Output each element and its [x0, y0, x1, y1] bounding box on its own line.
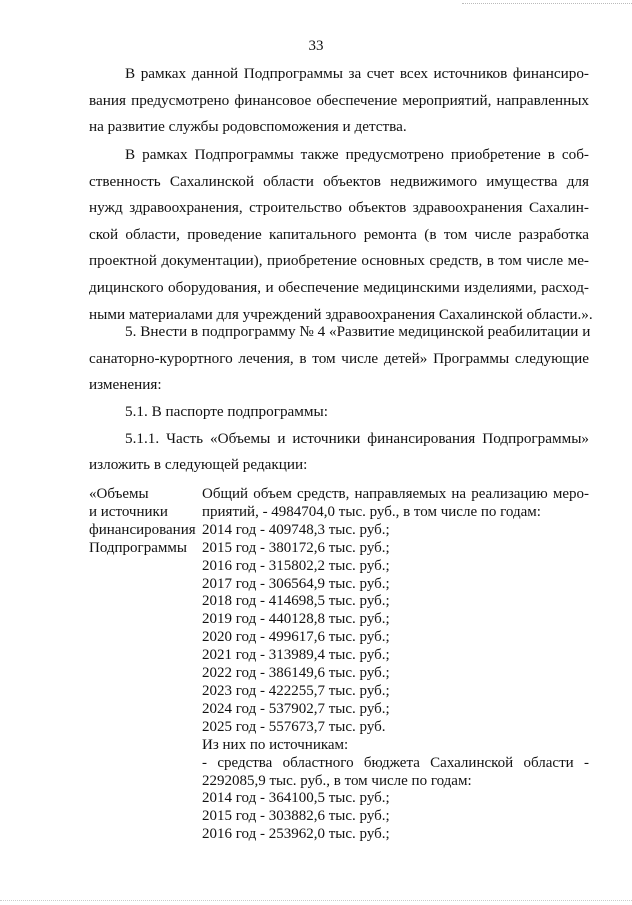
- value-line: 2292085,9 тыс. руб., в том числе по годам:: [202, 772, 472, 789]
- label-line: финансирования: [89, 521, 196, 538]
- value-line: Общий объем средств, направляемых на реализацию меро-: [202, 486, 589, 502]
- value-line: 2019 год - 440128,8 тыс. руб.;: [202, 611, 390, 628]
- value-line: 2018 год - 414698,5 тыс. руб.;: [202, 593, 390, 610]
- text-line: проектной документации), приобретение основных средств, в том числе ме-: [89, 252, 589, 270]
- value-line: 2016 год - 315802,2 тыс. руб.;: [202, 557, 390, 574]
- label-line: Подпрограммы: [89, 539, 187, 556]
- paragraph-acquisitions: [89, 142, 593, 328]
- text-line: ской области, проведение капитального ремонта (в том числе разработка: [89, 225, 589, 243]
- value-line: 2023 год - 422255,7 тыс. руб.;: [202, 682, 390, 699]
- item-5-1-1-line1: 5.1.1. Часть «Объемы и источники финансирования Подпрограммы»: [125, 430, 589, 447]
- item-5-1: 5.1. В паспорте подпрограммы:: [125, 403, 328, 420]
- label-line: «Объемы: [89, 486, 149, 502]
- label-line: и источники: [89, 503, 168, 520]
- text-line: ными материалами для учреждений здравоохранения Сахалинской области.».: [89, 305, 593, 323]
- funding-table-label: [89, 486, 201, 558]
- scan-edge-top: [462, 3, 632, 4]
- value-line: 2015 год - 380172,6 тыс. руб.;: [202, 539, 390, 556]
- text-line: ственность Сахалинской области объектов недвижимого имущества для: [89, 172, 589, 190]
- text-line: дицинского оборудования, и обеспечение медицинскими изделиями, расход-: [89, 278, 589, 296]
- item-5-1-1-line2: изложить в следующей редакции:: [89, 456, 308, 473]
- text-line: изменения:: [89, 376, 162, 394]
- value-line: 2025 год - 557673,7 тыс. руб.: [202, 718, 386, 735]
- value-line: приятий, - 4984704,0 тыс. руб., в том числе по годам:: [202, 503, 541, 520]
- value-line: 2014 год - 364100,5 тыс. руб.;: [202, 790, 390, 807]
- text-line: 5. Внести в подпрограмму № 4 «Развитие медицинской реабилитации и: [125, 323, 591, 340]
- text-line: санаторно-курортного лечения, в том числе детей» Программы следующие: [89, 349, 589, 367]
- value-line: 2015 год - 303882,6 тыс. руб.;: [202, 808, 390, 825]
- text-line: вания предусмотрено финансовое обеспечение мероприятий, направленных: [89, 91, 589, 109]
- value-line: - средства областного бюджета Сахалинской области -: [202, 754, 589, 771]
- value-line: 2017 год - 306564,9 тыс. руб.;: [202, 575, 390, 592]
- paragraph-amendment-5: [89, 319, 589, 399]
- funding-table-values: [202, 486, 589, 844]
- page-number: 33: [308, 38, 324, 54]
- value-line: 2024 год - 537902,7 тыс. руб.;: [202, 700, 390, 717]
- text-line: В рамках Подпрограммы также предусмотрено приобретение в соб-: [125, 146, 589, 163]
- scan-edge-bottom: [0, 900, 632, 901]
- value-line: 2021 год - 313989,4 тыс. руб.;: [202, 647, 390, 664]
- value-line: 2014 год - 409748,3 тыс. руб.;: [202, 521, 390, 538]
- value-line: 2022 год - 386149,6 тыс. руб.;: [202, 665, 390, 682]
- text-line: В рамках данной Подпрограммы за счет всех источников финансиро-: [125, 65, 589, 82]
- value-line: Из них по источникам:: [202, 736, 349, 753]
- text-line: нужд здравоохранения, строительство объектов здравоохранения Сахалин-: [89, 199, 589, 217]
- value-line: 2016 год - 253962,0 тыс. руб.;: [202, 826, 390, 843]
- text-line: на развитие службы родовспоможения и детства.: [89, 118, 407, 136]
- paragraph-funding-summary: [89, 61, 589, 141]
- value-line: 2020 год - 499617,6 тыс. руб.;: [202, 629, 390, 646]
